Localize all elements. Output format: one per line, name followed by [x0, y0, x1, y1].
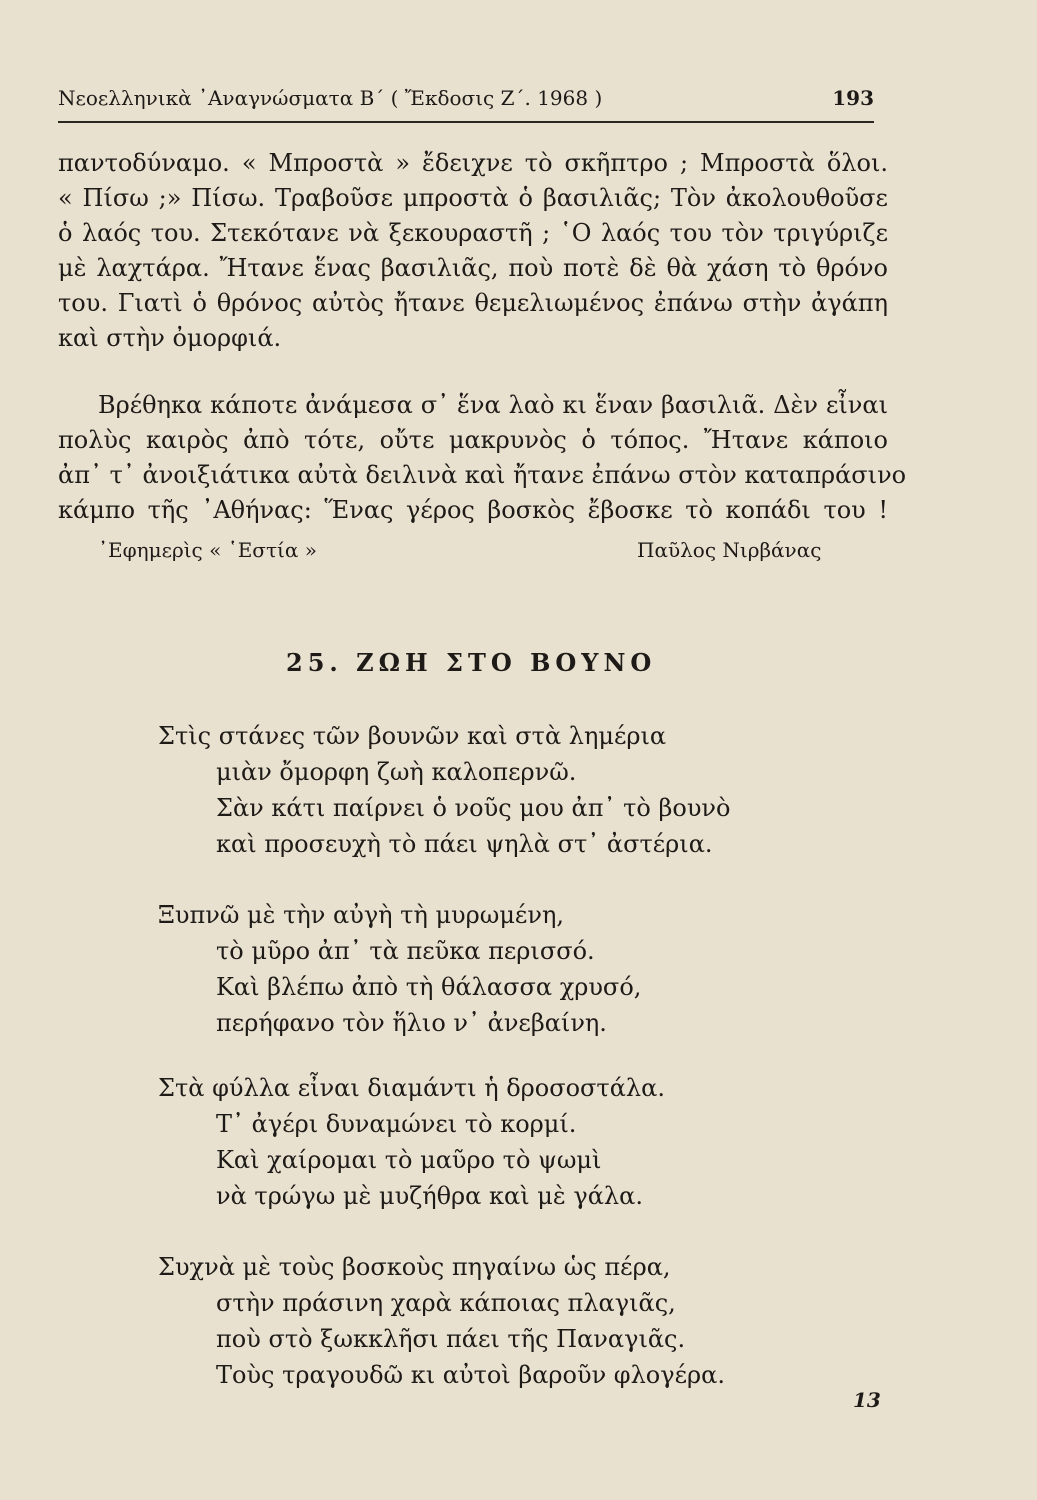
verse-line: Στὶς στάνες τῶν βουνῶν καὶ στὰ λημέρια [158, 722, 667, 750]
poem-stanza-1 [158, 718, 898, 862]
text-line: μὲ λαχτάρα. Ἤτανε ἕνας βασιλιᾶς, ποὺ ποτὲ δὲ θὰ χάση τὸ θρόνο [58, 254, 888, 282]
poem-stanza-4 [158, 1249, 898, 1393]
text-line: καὶ στὴν ὀμορφιά. [58, 324, 282, 352]
text-line: Βρέθηκα κάποτε ἀνάμεσα σ᾿ ἕνα λαὸ κι ἕναν βασιλιᾶ. Δὲν εἶναι [98, 391, 888, 419]
verse-line: στὴν πράσινη χαρὰ κάποιας πλαγιᾶς, [216, 1289, 676, 1317]
verse-line: ποὺ στὸ ξωκκλῆσι πάει τῆς Παναγιᾶς. [216, 1325, 686, 1353]
text-line: « Πίσω ;» Πίσω. Τραβοῦσε μπροστὰ ὁ βασιλιᾶς; Τὸν ἀκολουθοῦσε [58, 184, 888, 212]
header-rule [58, 121, 874, 123]
text-line: ὁ λαός του. Στεκότανε νὰ ξεκουραστῆ ; ῾Ο λαός του τὸν τριγύριζε [58, 219, 888, 247]
poem-stanza-2 [158, 897, 898, 1041]
verse-line: νὰ τρώγω μὲ μυζήθρα καὶ μὲ γάλα. [216, 1182, 643, 1210]
text-line: παντοδύναμο. « Μπροστὰ » ἔδειχνε τὸ σκῆπτρο ; Μπροστὰ ὅλοι. [58, 149, 888, 177]
verse-line: Καὶ χαίρομαι τὸ μαῦρο τὸ ψωμὶ [216, 1146, 602, 1174]
verse-line: Ξυπνῶ μὲ τὴν αὐγὴ τὴ μυρωμένη, [158, 901, 564, 929]
signature-folio: 13 [853, 1388, 881, 1412]
source-citation: ᾿Εφημερὶς « ῾Εστία » [98, 538, 317, 562]
prose-paragraph-1 [58, 146, 888, 356]
page-number: 193 [832, 86, 874, 110]
verse-line: Τοὺς τραγουδῶ κι αὐτοὶ βαροῦν φλογέρα. [216, 1361, 725, 1389]
text-line: κάμπο τῆς ᾿Αθήνας: Ἕνας γέρος βοσκὸς ἔβοσκε τὸ κοπάδι του ! [58, 496, 888, 524]
prose-paragraph-2 [58, 388, 907, 528]
running-header [58, 86, 874, 116]
running-header-title: Νεοελληνικὰ ᾿Αναγνώσματα Β΄ ( Ἔκδοσις Ζ΄. 1968 ) [58, 86, 603, 110]
verse-line: μιὰν ὄμορφη ζωὴ καλοπερνῶ. [216, 758, 577, 786]
verse-line: τὸ μῦρο ἀπ᾿ τὰ πεῦκα περισσό. [216, 937, 595, 965]
verse-line: Στὰ φύλλα εἶναι διαμάντι ἡ δροσοστάλα. [158, 1074, 665, 1102]
verse-line: Τ᾿ ἀγέρι δυναμώνει τὸ κορμί. [216, 1110, 577, 1138]
text-line: του. Γιατὶ ὁ θρόνος αὐτὸς ἤτανε θεμελιωμένος ἐπάνω στὴν ἀγάπη [58, 289, 888, 317]
poem-stanza-3 [158, 1070, 898, 1214]
author-name: Παῦλος Νιρβάνας [637, 538, 822, 562]
text-line: ἀπ᾿ τ᾿ ἀνοιξιάτικα αὐτὰ δειλινὰ καὶ ἤτανε ἐπάνω στὸν καταπράσινο [58, 461, 907, 489]
text-line: πολὺς καιρὸς ἀπὸ τότε, οὔτε μακρυνὸς ὁ τόπος. Ἤτανε κάποιο [58, 426, 888, 454]
poem-title: 25. ΖΩΗ ΣΤΟ ΒΟΥΝΟ [286, 648, 657, 677]
verse-line: καὶ προσευχὴ τὸ πάει ψηλὰ στ᾿ ἀστέρια. [216, 830, 713, 858]
verse-line: περήφανο τὸν ἥλιο ν᾿ ἀνεβαίνη. [216, 1009, 607, 1037]
verse-line: Σὰν κάτι παίρνει ὁ νοῦς μου ἀπ᾿ τὸ βουνὸ [216, 794, 731, 822]
verse-line: Καὶ βλέπω ἀπὸ τὴ θάλασσα χρυσό, [216, 973, 642, 1001]
verse-line: Συχνὰ μὲ τοὺς βοσκοὺς πηγαίνω ὡς πέρα, [158, 1253, 671, 1281]
